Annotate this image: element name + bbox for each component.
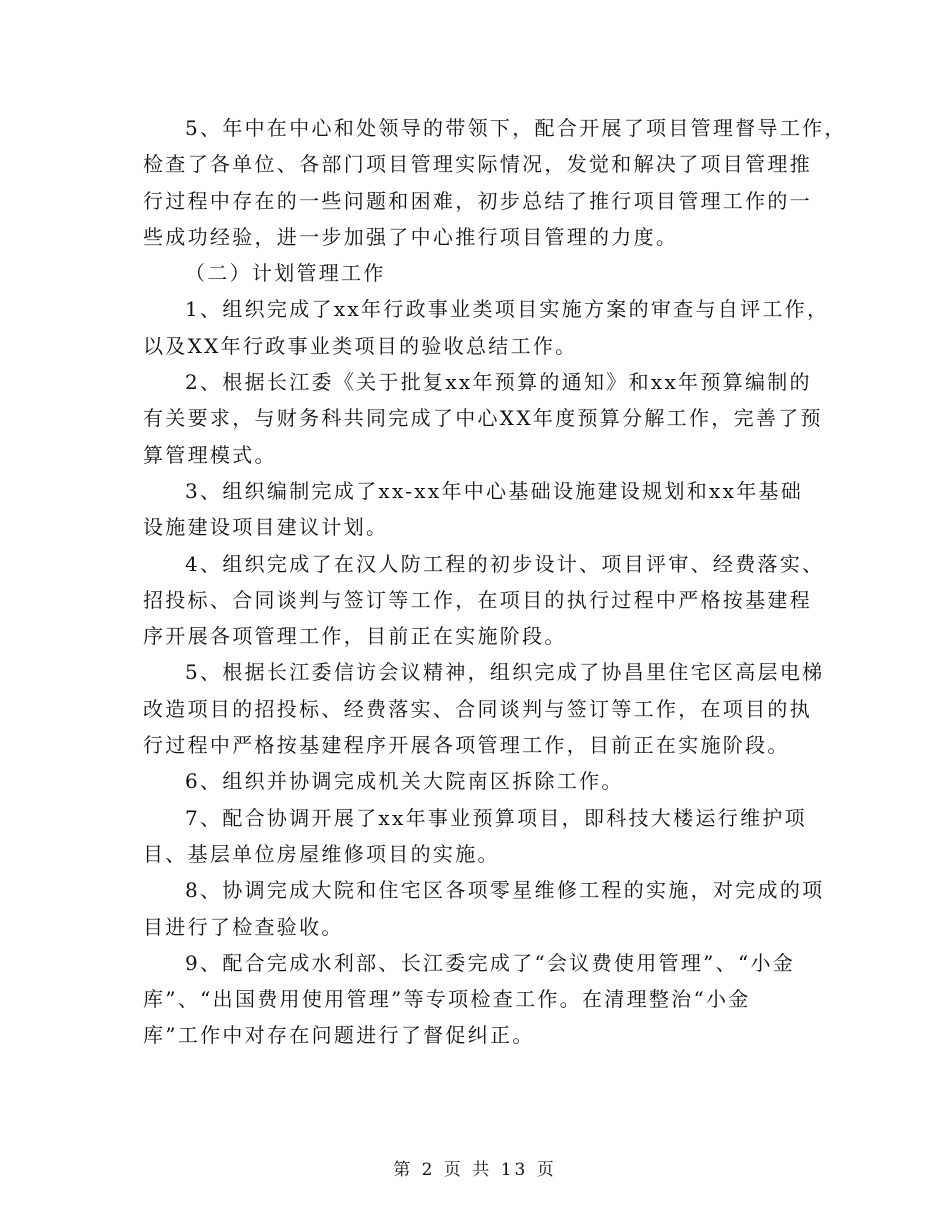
paragraph-line: 序开展各项管理工作，目前正在实施阶段。 xyxy=(143,624,567,649)
paragraph-line: 行过程中存在的一些问题和困难，初步总结了推行项目管理工作的一 xyxy=(143,188,812,213)
paragraph-line: 3、组织编制完成了xx-xx年中心基础设施建设规划和xx年基础 xyxy=(185,478,804,503)
page-footer: 第 2 页 共 13 页 xyxy=(393,1160,557,1180)
section-heading: （二）计划管理工作 xyxy=(185,261,386,286)
paragraph-line: 9、配合完成水利部、长江委完成了“会议费使用管理”、“小金 xyxy=(185,950,796,975)
paragraph-line: 算管理模式。 xyxy=(143,442,277,467)
paragraph-line: 2、根据长江委《关于批复xx年预算的通知》和xx年预算编制的 xyxy=(185,370,812,395)
paragraph-line: 设施建设项目建议计划。 xyxy=(143,515,389,540)
paragraph-line: 有关要求，与财务科共同完成了中心XX年度预算分解工作，完善了预 xyxy=(143,406,823,431)
paragraph-line: 些成功经验，进一步加强了中心推行项目管理的力度。 xyxy=(143,224,679,249)
paragraph-line: 1、组织完成了xx年行政事业类项目实施方案的审查与自评工作， xyxy=(185,297,830,322)
paragraph-line: 库”工作中对存在问题进行了督促纠正。 xyxy=(143,1023,535,1048)
paragraph-line: 5、根据长江委信访会议精神，组织完成了协昌里住宅区高层电梯 xyxy=(185,660,825,685)
paragraph-line: 8、协调完成大院和住宅区各项零星维修工程的实施，对完成的项 xyxy=(185,878,825,903)
paragraph-line: 目进行了检查验收。 xyxy=(143,914,344,939)
paragraph-line: 检查了各单位、各部门项目管理实际情况，发觉和解决了项目管理推 xyxy=(143,152,812,177)
paragraph-line: 4、组织完成了在汉人防工程的初步设计、项目评审、经费落实、 xyxy=(185,551,825,576)
paragraph-line: 行过程中严格按基建程序开展各项管理工作，目前正在实施阶段。 xyxy=(143,733,790,758)
paragraph-line: 7、配合协调开展了xx年事业预算项目，即科技大楼运行维护项 xyxy=(185,805,807,830)
paragraph-line: 库”、“出国费用使用管理”等专项检查工作。在清理整治“小金 xyxy=(143,987,751,1012)
paragraph-line: 6、组织并协调完成机关大院南区拆除工作。 xyxy=(185,769,624,794)
paragraph-line: 招投标、合同谈判与签订等工作，在项目的执行过程中严格按基建程 xyxy=(143,587,812,612)
document-body xyxy=(143,110,847,1054)
paragraph-line: 以及XX年行政事业类项目的验收总结工作。 xyxy=(143,333,578,358)
paragraph-line: 5、年中在中心和处领导的带领下，配合开展了项目管理督导工作， xyxy=(185,116,847,140)
paragraph-line: 目、基层单位房屋维修项目的实施。 xyxy=(143,841,500,866)
paragraph-line: 改造项目的招投标、经费落实、合同谈判与签订等工作，在项目的执 xyxy=(143,696,812,721)
